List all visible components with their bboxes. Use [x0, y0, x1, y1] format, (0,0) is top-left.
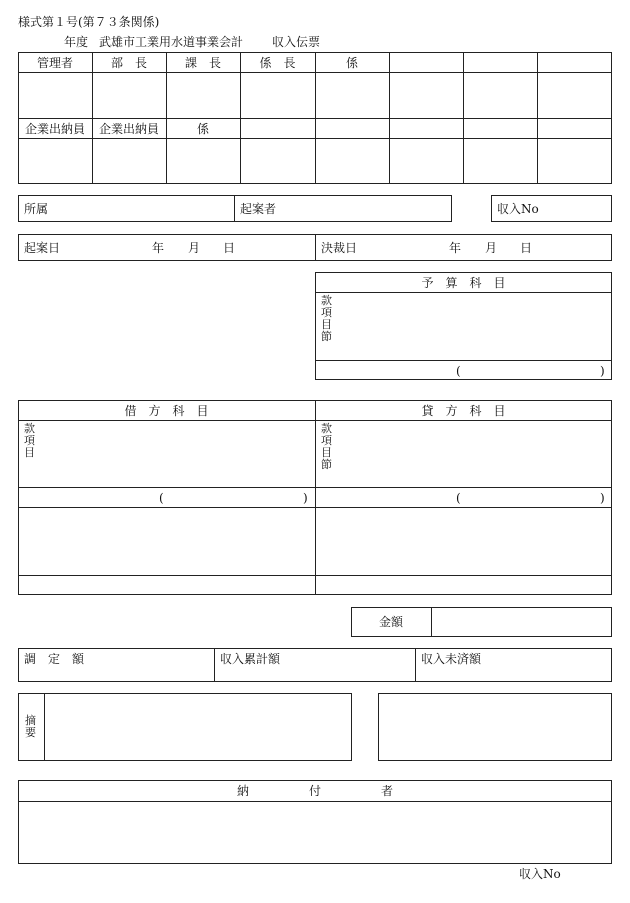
document-title: 収入伝票 — [272, 35, 321, 49]
grid-line — [315, 52, 316, 184]
grid-line — [18, 487, 612, 488]
credit-setsu-label: 節 — [321, 458, 332, 471]
budget-account-title: 予 算 科 目 — [421, 276, 506, 290]
approval-manager: 管理者 — [36, 56, 73, 70]
assessed-amount-label: 調 定 額 — [24, 652, 85, 666]
credit-moku-label: 目 — [321, 446, 332, 459]
grid-line — [44, 693, 45, 761]
credit-paren-open: ( — [456, 491, 461, 505]
debit-kan-label: 款 — [24, 422, 35, 435]
grid-line — [389, 52, 390, 184]
footer-receipt-no: 収入No — [519, 867, 561, 881]
grid-line — [18, 420, 612, 421]
grid-line — [315, 234, 316, 261]
budget-paren-close: ) — [600, 364, 605, 378]
form-number: 様式第１号(第７３条関係) — [18, 15, 160, 29]
decision-month-label: 月 — [485, 241, 498, 255]
grid-line — [537, 52, 538, 184]
grid-line — [415, 648, 416, 682]
draft-year-label: 年 — [152, 241, 165, 255]
decision-date-label: 決裁日 — [321, 241, 358, 255]
grid-line — [166, 52, 167, 184]
credit-kou-label: 項 — [321, 434, 332, 447]
draft-day-label: 日 — [223, 241, 236, 255]
outstanding-amount-label: 収入未済額 — [421, 652, 482, 666]
debit-kou-label: 項 — [24, 434, 35, 447]
amount-label: 金額 — [378, 615, 403, 629]
approval-section-chief: 課 長 — [184, 56, 221, 70]
grid-line — [315, 400, 316, 595]
grid-line — [214, 648, 215, 682]
summary-box — [18, 693, 352, 761]
approval-staff: 係 — [345, 56, 358, 70]
approval-dept-head: 部 長 — [110, 56, 147, 70]
credit-item-labels — [321, 423, 333, 471]
grid-line — [315, 360, 612, 361]
payer-title: 納 付 者 — [236, 784, 393, 798]
summary-label-1: 摘 — [25, 714, 36, 727]
summary-label-2: 要 — [25, 726, 36, 739]
org-name: 武雄市工業用水道事業会計 — [99, 35, 244, 49]
grid-line — [92, 52, 93, 184]
credit-account-title: 貸 方 科 目 — [421, 404, 506, 418]
budget-kan-label: 款 — [321, 294, 332, 307]
grid-line — [463, 52, 464, 184]
budget-setsu-label: 節 — [321, 330, 332, 343]
draft-month-label: 月 — [188, 241, 201, 255]
debit-moku-label: 目 — [24, 446, 35, 459]
affiliation-drafter-box — [18, 195, 452, 222]
decision-year-label: 年 — [449, 241, 462, 255]
grid-line — [315, 292, 612, 293]
debit-account-title: 借 方 科 目 — [124, 404, 209, 418]
fiscal-year-label: 年度 — [64, 35, 89, 49]
budget-moku-label: 目 — [321, 318, 332, 331]
budget-item-labels — [321, 295, 333, 343]
summary-label — [25, 715, 37, 739]
approval-treasurer-1: 企業出納員 — [24, 122, 85, 136]
credit-kan-label: 款 — [321, 422, 332, 435]
credit-paren-close: ) — [600, 491, 605, 505]
grid-line — [18, 575, 612, 576]
budget-kou-label: 項 — [321, 306, 332, 319]
approval-treasurer-staff: 係 — [196, 122, 209, 136]
drafter-label: 起案者 — [240, 202, 277, 216]
budget-paren-open: ( — [456, 364, 461, 378]
grid-line — [240, 52, 241, 184]
debit-item-labels — [24, 423, 36, 459]
approval-treasurer-2: 企業出納員 — [98, 122, 159, 136]
receipt-no-label: 収入No — [497, 202, 539, 216]
approval-subsection-chief: 係 長 — [259, 56, 296, 70]
debit-paren-close: ) — [303, 491, 308, 505]
grid-line — [234, 195, 235, 222]
cumulative-receipts-label: 収入累計額 — [220, 652, 281, 666]
grid-line — [18, 507, 612, 508]
draft-date-label: 起案日 — [24, 241, 61, 255]
affiliation-label: 所属 — [24, 202, 49, 216]
decision-day-label: 日 — [520, 241, 533, 255]
grid-line — [18, 801, 612, 802]
totals-row — [18, 648, 612, 682]
grid-line — [431, 607, 432, 637]
remarks-box — [378, 693, 612, 761]
debit-paren-open: ( — [159, 491, 164, 505]
